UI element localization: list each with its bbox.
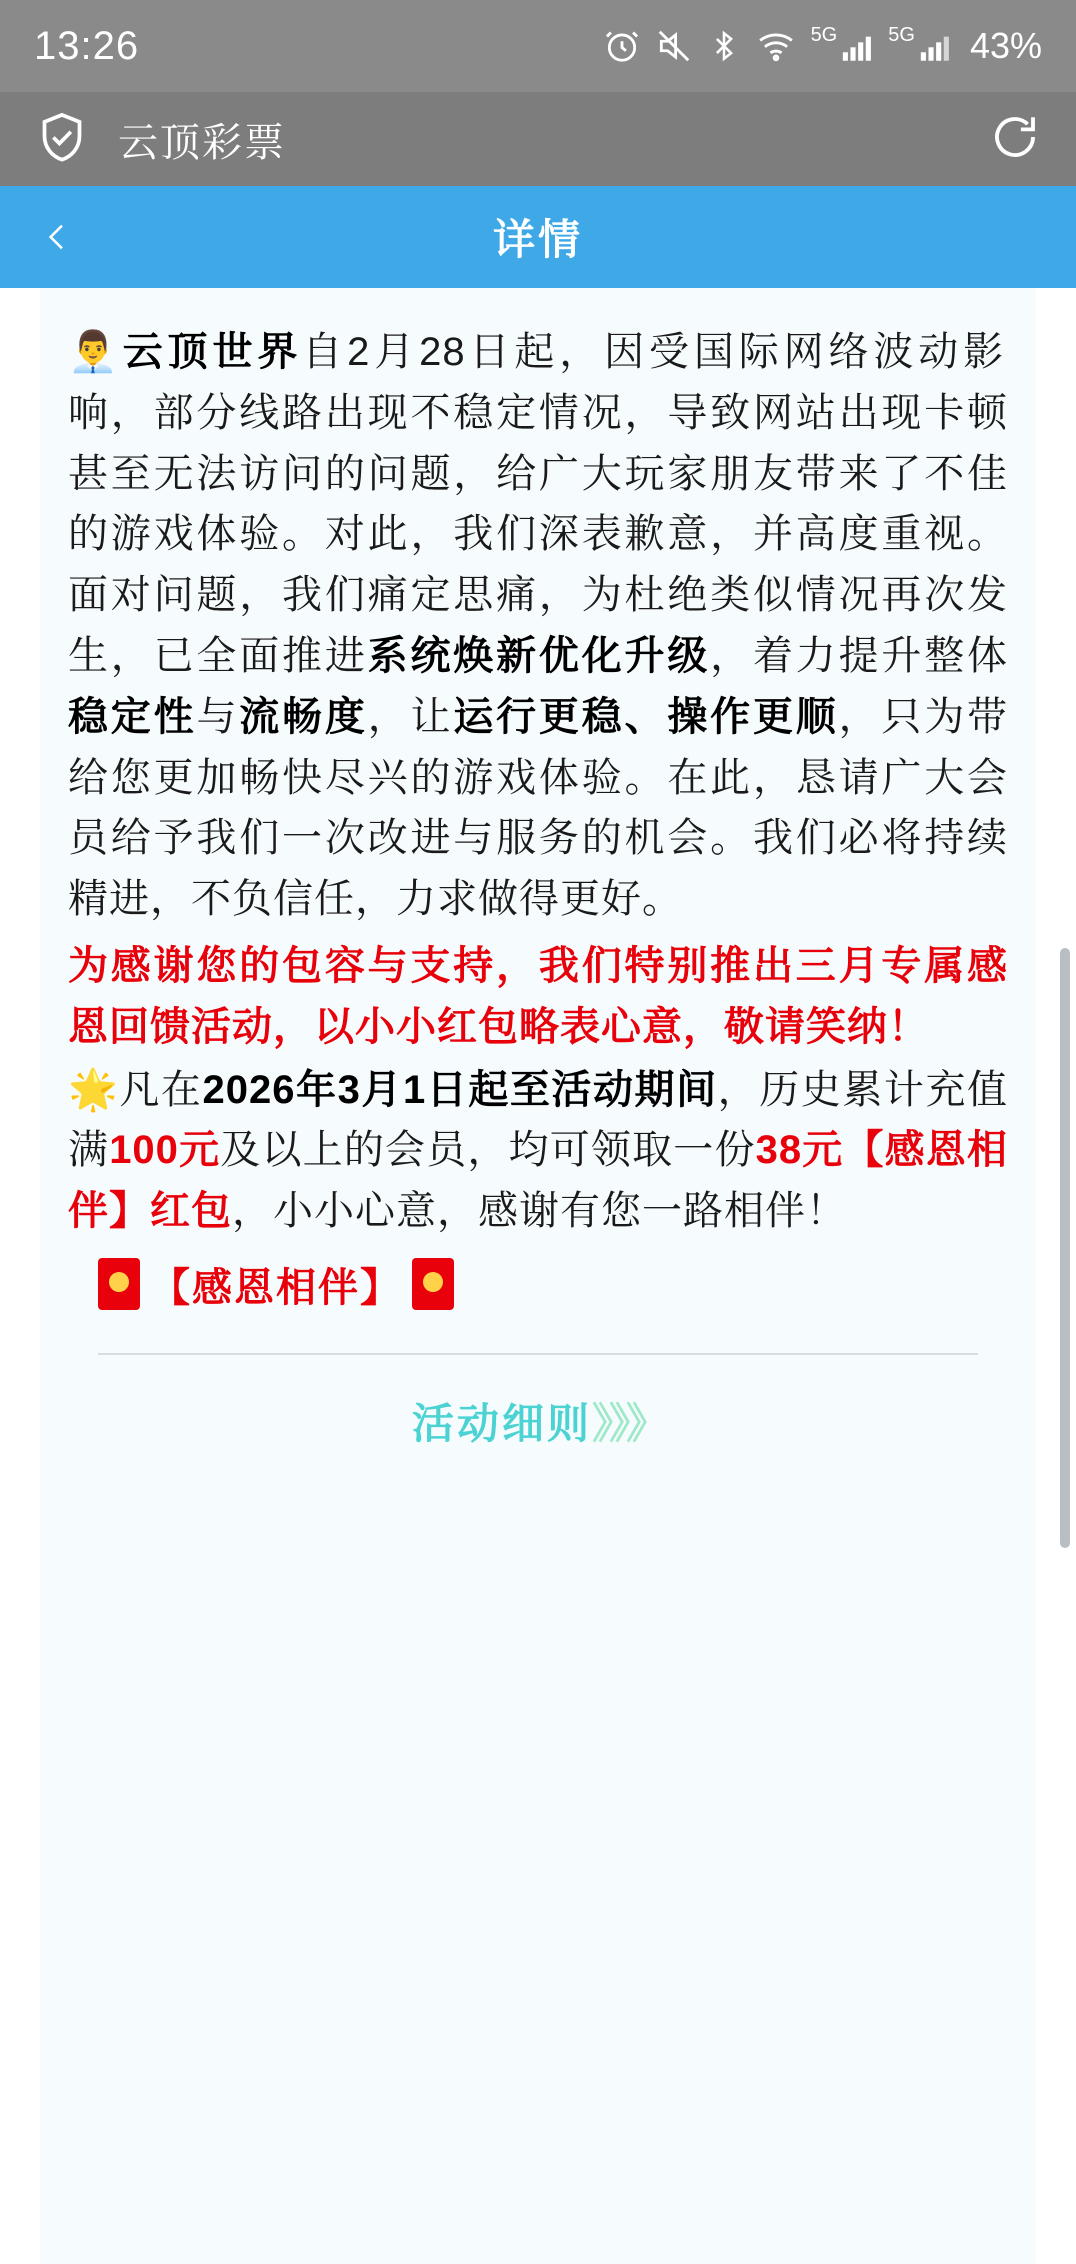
promo-text-3: 及以上的会员，均可领取一份 — [220, 1128, 756, 1173]
intro-bold-3: 流畅度 — [239, 694, 368, 739]
promo-text-4: ，小小心意，感谢有您一路相伴！ — [232, 1189, 847, 1234]
gift-banner-label: 【感恩相伴】 — [150, 1265, 402, 1310]
promo-amount-threshold: 100元 — [109, 1128, 221, 1173]
app-bar — [0, 92, 1076, 186]
intro-text-1: 自2月28日起，因受国际网络波动影响，部分线路出现不稳定情况，导致网站出现卡顿甚至无法访问的问题，给广大玩家朋友带来了不佳的游戏体验。对此，我们深表歉意，并高度重视。面对问题，我们痛定思痛，为杜绝类似情况再次发生，已全面推进 — [68, 330, 1008, 678]
page-title: 详情 — [492, 216, 583, 263]
promo-bold-date: 2026年3月1日起至活动期间 — [202, 1067, 718, 1112]
app-bar-left — [34, 109, 286, 170]
scrollbar[interactable] — [1060, 948, 1070, 1548]
wifi-icon — [755, 27, 797, 65]
back-button[interactable] — [22, 186, 92, 288]
promo-text-2: ，历史累计充值满 — [68, 1067, 1009, 1173]
gift-banner — [98, 1256, 1008, 1313]
alarm-icon — [603, 27, 641, 65]
chevron-right-decoration: 》》》 — [592, 1399, 665, 1447]
intro-text-3: 与 — [196, 694, 240, 739]
paragraph-promo — [68, 1060, 1008, 1242]
signal-icon — [918, 29, 952, 67]
mute-icon — [655, 27, 693, 65]
divider — [98, 1353, 978, 1355]
page-header — [0, 186, 1076, 288]
paragraph-intro — [68, 322, 1008, 930]
network-label: 5G — [810, 24, 838, 46]
content-area — [0, 288, 1076, 2264]
intro-text-4: ，让 — [367, 694, 454, 739]
brand-name: 云顶世界 — [122, 330, 303, 374]
signal-group-1 — [811, 25, 875, 67]
intro-text-5: ，只为带给您更加畅快尽兴的游戏体验。在此，恳请广大会员给予我们一次改进与服务的机会。我们必将持续精进，不负信任，力求做得更好。 — [68, 694, 1009, 922]
bluetooth-icon — [707, 27, 741, 65]
announcement-card — [40, 288, 1036, 2264]
app-title: 云顶彩票 — [118, 120, 286, 165]
red-envelope-icon — [98, 1258, 140, 1310]
intro-bold-2: 稳定性 — [68, 694, 197, 739]
intro-bold-4: 运行更稳、操作更顺 — [453, 694, 839, 739]
person-emoji: 👨‍💼 — [68, 329, 123, 375]
red-envelope-icon — [412, 1258, 454, 1310]
star-emoji: 🌟 — [68, 1066, 120, 1113]
chevron-left-icon — [40, 209, 74, 265]
status-bar — [0, 0, 1076, 92]
rules-title-label: 活动细则 — [411, 1399, 592, 1447]
intro-bold-1: 系统焕新优化升级 — [367, 633, 711, 678]
status-icon-group — [603, 25, 1042, 67]
promo-reward: 38元【感恩相伴】红包 — [68, 1128, 1009, 1234]
paragraph-thanks: 为感谢您的包容与支持，我们特别推出三月专属感恩回馈活动，以小小红包略表心意，敬请笑纳！ — [68, 943, 1008, 1049]
network-label: 5G — [888, 24, 915, 46]
refresh-icon[interactable] — [988, 110, 1042, 169]
signal-icon — [840, 29, 874, 67]
battery-percent: 43% — [969, 25, 1042, 66]
promo-text-1: 凡在 — [119, 1067, 203, 1112]
status-time: 13:26 — [34, 23, 140, 68]
rules-section-title — [68, 1391, 1008, 1451]
intro-text-2: ，着力提升整体 — [710, 633, 1009, 678]
signal-group-2 — [888, 25, 952, 67]
shield-check-icon — [34, 109, 90, 170]
